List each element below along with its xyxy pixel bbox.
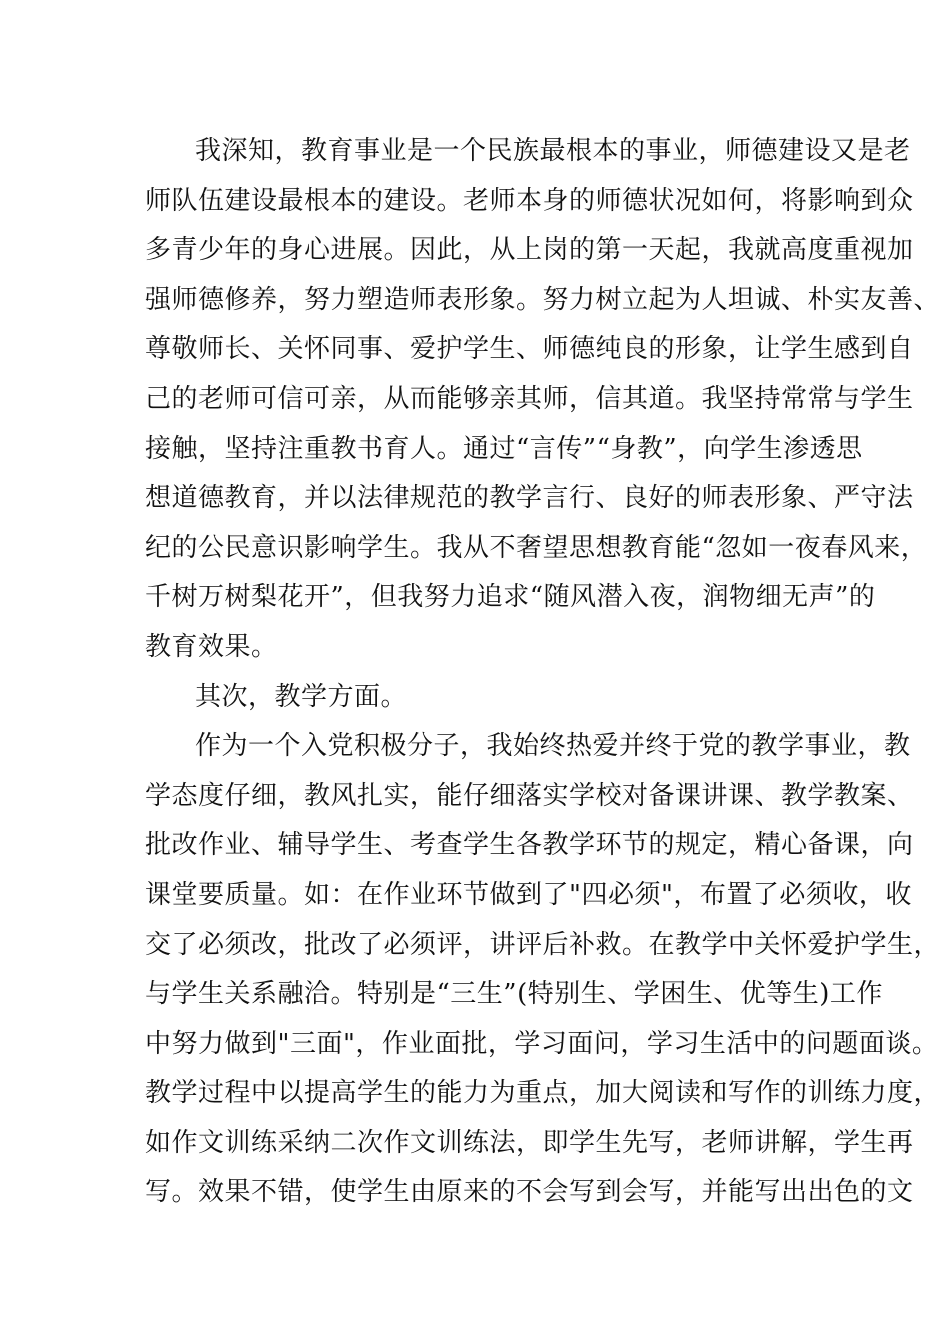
- paragraph-line: 想道德教育，并以法律规范的教学言行、良好的师表形象、严守法: [145, 483, 914, 514]
- paragraph-line: 中努力做到"三面"，作业面批，学习面问，学习生活中的问题面谈。: [145, 1028, 939, 1059]
- paragraph-line: 己的老师可信可亲，从而能够亲其师，信其道。我坚持常常与学生: [145, 383, 914, 414]
- paragraph-line: 多青少年的身心进展。因此，从上岗的第一天起，我就高度重视加: [145, 235, 914, 266]
- paragraph-line: 师队伍建设最根本的建设。老师本身的师德状况如何，将影响到众: [145, 185, 914, 216]
- paragraph-line: 交了必须改，批改了必须评，讲评后补救。在教学中关怀爱护学生，: [145, 929, 941, 960]
- paragraph-line: 批改作业、辅导学生、考查学生各教学环节的规定，精心备课，向: [145, 830, 914, 861]
- paragraph-line: 接触，坚持注重教书育人。通过“言传”“身教”，向学生渗透思: [145, 433, 863, 464]
- paragraph-line: 如作文训练采纳二次作文训练法，即学生先写，老师讲解，学生再: [145, 1127, 914, 1158]
- paragraph-line: 千树万树梨花开”，但我努力追求“随风潜入夜，润物细无声”的: [145, 582, 876, 613]
- paragraph-line: 作为一个入党积极分子，我始终热爱并终于党的教学事业，教: [195, 731, 911, 762]
- paragraph-line: 强师德修养，努力塑造师表形象。努力树立起为人坦诚、朴实友善、: [145, 284, 941, 315]
- paragraph-line: 纪的公民意识影响学生。我从不奢望思想教育能“忽如一夜春风来，: [145, 532, 928, 563]
- paragraph-line: 尊敬师长、关怀同事、爱护学生、师德纯良的形象，让学生感到自: [145, 334, 914, 365]
- paragraph-line: 教育效果。: [145, 631, 278, 662]
- section-heading: 其次，教学方面。: [195, 681, 408, 712]
- paragraph-line: 学态度仔细，教风扎实，能仔细落实学校对备课讲课、教学教案、: [145, 780, 914, 811]
- paragraph-line: 我深知，教育事业是一个民族最根本的事业，师德建设又是老: [195, 136, 911, 166]
- paragraph-line: 课堂要质量。如：在作业环节做到了"四必须"，布置了必须收，收: [145, 879, 912, 910]
- document-body: [145, 127, 941, 1218]
- paragraph-line: 与学生关系融洽。特别是“三生”(特别生、学困生、优等生)工作: [145, 979, 883, 1010]
- paragraph-line: 教学过程中以提高学生的能力为重点，加大阅读和写作的训练力度，: [145, 1078, 941, 1109]
- paragraph-line: 写。效果不错，使学生由原来的不会写到会写，并能写出出色的文: [145, 1177, 914, 1208]
